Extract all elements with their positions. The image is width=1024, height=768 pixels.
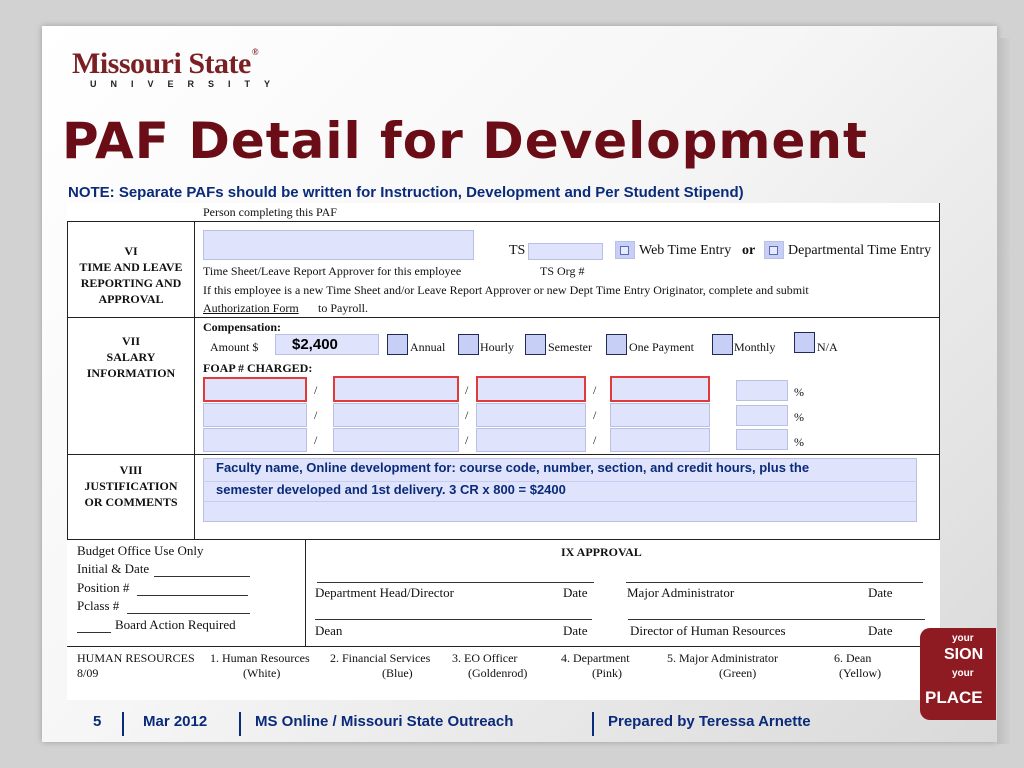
- footer-separator: [592, 712, 594, 736]
- na-label: N/A: [817, 340, 838, 354]
- slide-shadow: [997, 38, 1011, 744]
- copy-5-color: (Green): [719, 666, 757, 680]
- foap-program-field[interactable]: [610, 403, 710, 427]
- rule: [67, 221, 68, 540]
- compensation-label: Compensation:: [203, 320, 282, 334]
- foap-slash: /: [314, 408, 318, 422]
- foap-label: FOAP # CHARGED:: [203, 361, 313, 375]
- foap-program-field[interactable]: [610, 428, 710, 452]
- dept-head-signature-line[interactable]: [317, 582, 594, 583]
- semester-label: Semester: [548, 340, 592, 354]
- section7-line: SALARY: [106, 350, 156, 364]
- foap-org-field[interactable]: [333, 403, 459, 427]
- footer-page-number: 5: [93, 713, 102, 730]
- page-title: PAF Detail for Development: [62, 112, 868, 170]
- badge-line4: PLACE: [925, 688, 983, 707]
- rule: [194, 221, 195, 540]
- hr-director-signature-line[interactable]: [628, 619, 925, 620]
- foap-fund-field[interactable]: [203, 377, 307, 402]
- board-action-line[interactable]: [77, 632, 111, 633]
- badge-line1: your: [952, 633, 974, 644]
- section6-label: [71, 243, 191, 307]
- hr-director-label: Director of Human Resources: [630, 623, 786, 638]
- rule: [67, 539, 940, 540]
- hourly-label: Hourly: [480, 340, 514, 354]
- footer-separator: [122, 712, 124, 736]
- web-time-entry-label: Web Time Entry: [639, 243, 732, 258]
- annual-checkbox[interactable]: [387, 334, 408, 355]
- section6-num: VI: [124, 244, 138, 258]
- foap-account-field[interactable]: [476, 403, 586, 427]
- hr-date: 8/09: [77, 666, 99, 680]
- authorization-form-link[interactable]: Authorization Form: [203, 301, 299, 315]
- foap-org-field[interactable]: [333, 428, 459, 452]
- ts-field[interactable]: [528, 243, 603, 260]
- vision-place-badge: [920, 628, 996, 720]
- foap-percent-field[interactable]: [736, 429, 788, 450]
- rule: [305, 539, 306, 647]
- section8-label: [71, 462, 191, 510]
- or-label: or: [742, 243, 756, 258]
- position-label: Position #: [77, 580, 130, 595]
- section8-line: OR COMMENTS: [84, 495, 178, 509]
- foap-percent-field[interactable]: [736, 380, 788, 401]
- foap-slash: /: [465, 408, 469, 422]
- na-checkbox[interactable]: [794, 332, 815, 353]
- one-payment-label: One Payment: [629, 340, 694, 354]
- hr-label: HUMAN RESOURCES: [77, 651, 195, 665]
- foap-account-field[interactable]: [476, 428, 586, 452]
- approver-line: Time Sheet/Leave Report Approver for this employee: [203, 264, 462, 278]
- logo-subtitle: UNIVERSITY: [90, 79, 285, 89]
- footer-date: Mar 2012: [143, 713, 208, 730]
- initial-date-label: Initial & Date: [77, 561, 150, 576]
- new-approver-line: If this employee is a new Time Sheet and/or Leave Report Approver or new Dept Time Entry Originator, complete and submit: [203, 283, 809, 297]
- dept-time-entry-label: Departmental Time Entry: [788, 243, 932, 258]
- foap-slash: /: [465, 383, 469, 397]
- monthly-label: Monthly: [734, 340, 776, 354]
- foap-fund-field[interactable]: [203, 428, 307, 452]
- date-label: Date: [563, 623, 588, 638]
- monthly-checkbox[interactable]: [712, 334, 733, 355]
- hourly-checkbox[interactable]: [458, 334, 479, 355]
- section8-line: JUSTIFICATION: [84, 479, 178, 493]
- rule: [67, 317, 940, 318]
- initial-date-line[interactable]: [154, 576, 250, 577]
- dean-signature-line[interactable]: [315, 619, 592, 620]
- board-action-label: Board Action Required: [115, 617, 236, 632]
- dean-label: Dean: [315, 623, 343, 638]
- foap-slash: /: [593, 433, 597, 447]
- percent-sign: %: [794, 435, 804, 449]
- foap-account-field[interactable]: [476, 376, 586, 402]
- top-cut-text: Person completing this PAF: [203, 205, 337, 219]
- copy-4: 4. Department: [561, 651, 630, 665]
- one-payment-checkbox[interactable]: [606, 334, 627, 355]
- comment-line-divider: [203, 501, 917, 502]
- copy-6: 6. Dean: [834, 651, 872, 665]
- annual-label: Annual: [410, 340, 446, 354]
- date-label: Date: [868, 585, 893, 600]
- percent-sign: %: [794, 385, 804, 399]
- web-time-entry-checkbox[interactable]: [620, 246, 629, 255]
- copy-6-color: (Yellow): [839, 666, 882, 680]
- amount-value: $2,400: [292, 336, 338, 353]
- copy-4-color: (Pink): [592, 666, 622, 680]
- foap-slash: /: [593, 408, 597, 422]
- to-payroll-text: to Payroll.: [318, 301, 368, 315]
- major-admin-label: Major Administrator: [627, 585, 735, 600]
- dept-time-entry-checkbox[interactable]: [769, 246, 778, 255]
- section8-num: VIII: [119, 463, 143, 477]
- note-text: NOTE: Separate PAFs should be written for Instruction, Development and Per Student Stipend): [68, 184, 744, 201]
- copy-3-color: (Goldenrod): [468, 666, 528, 680]
- percent-sign: %: [794, 410, 804, 424]
- footer-prepared-by: Prepared by Teressa Arnette: [608, 713, 811, 730]
- comment-text-line1: Faculty name, Online development for: course code, number, section, and credit hours, plus the: [216, 460, 810, 475]
- footer-org: MS Online / Missouri State Outreach: [255, 713, 514, 730]
- dept-head-label: Department Head/Director: [315, 585, 454, 600]
- badge-line2: SION: [944, 646, 984, 663]
- section6-line: APPROVAL: [98, 292, 164, 306]
- approval-title: IX APPROVAL: [561, 545, 642, 559]
- foap-fund-field[interactable]: [203, 403, 307, 427]
- rule: [939, 203, 940, 540]
- foap-program-field[interactable]: [610, 376, 710, 402]
- position-line[interactable]: [137, 595, 248, 596]
- copy-1-color: (White): [243, 666, 281, 680]
- ts-org-label: TS Org #: [540, 264, 585, 278]
- foap-percent-field[interactable]: [736, 405, 788, 426]
- copy-2-color: (Blue): [382, 666, 413, 680]
- section6-line: REPORTING AND: [80, 276, 182, 290]
- paf-form: [67, 203, 940, 700]
- footer-separator: [239, 712, 241, 736]
- foap-slash: /: [314, 383, 318, 397]
- copy-5: 5. Major Administrator: [667, 651, 778, 665]
- date-label: Date: [563, 585, 588, 600]
- copy-3: 3. EO Officer: [452, 651, 518, 665]
- foap-org-field[interactable]: [333, 376, 459, 402]
- date-label: Date: [868, 623, 893, 638]
- foap-slash: /: [465, 433, 469, 447]
- pclass-line[interactable]: [127, 613, 250, 614]
- rule: [67, 221, 940, 222]
- university-logo: [72, 47, 258, 81]
- foap-slash: /: [314, 433, 318, 447]
- approver-name-field[interactable]: [203, 230, 474, 260]
- section7-line: INFORMATION: [86, 366, 176, 380]
- comment-text-line2: semester developed and 1st delivery. 3 CR x 800 = $2400: [216, 482, 566, 497]
- section7-label: [71, 333, 191, 381]
- ts-label: TS: [509, 243, 526, 258]
- foap-slash: /: [593, 383, 597, 397]
- budget-title: Budget Office Use Only: [77, 543, 204, 558]
- major-admin-signature-line[interactable]: [626, 582, 923, 583]
- logo-name: Missouri State: [72, 47, 251, 80]
- rule: [67, 646, 940, 647]
- rule: [67, 454, 940, 455]
- amount-label: Amount $: [210, 340, 259, 354]
- pclass-label: Pclass #: [77, 598, 120, 613]
- logo-trademark: ®: [251, 47, 259, 57]
- section6-line: TIME AND LEAVE: [79, 260, 183, 274]
- copy-1: 1. Human Resources: [210, 651, 310, 665]
- section7-num: VII: [121, 334, 140, 348]
- copy-2: 2. Financial Services: [330, 651, 431, 665]
- badge-line3: your: [952, 668, 974, 679]
- semester-checkbox[interactable]: [525, 334, 546, 355]
